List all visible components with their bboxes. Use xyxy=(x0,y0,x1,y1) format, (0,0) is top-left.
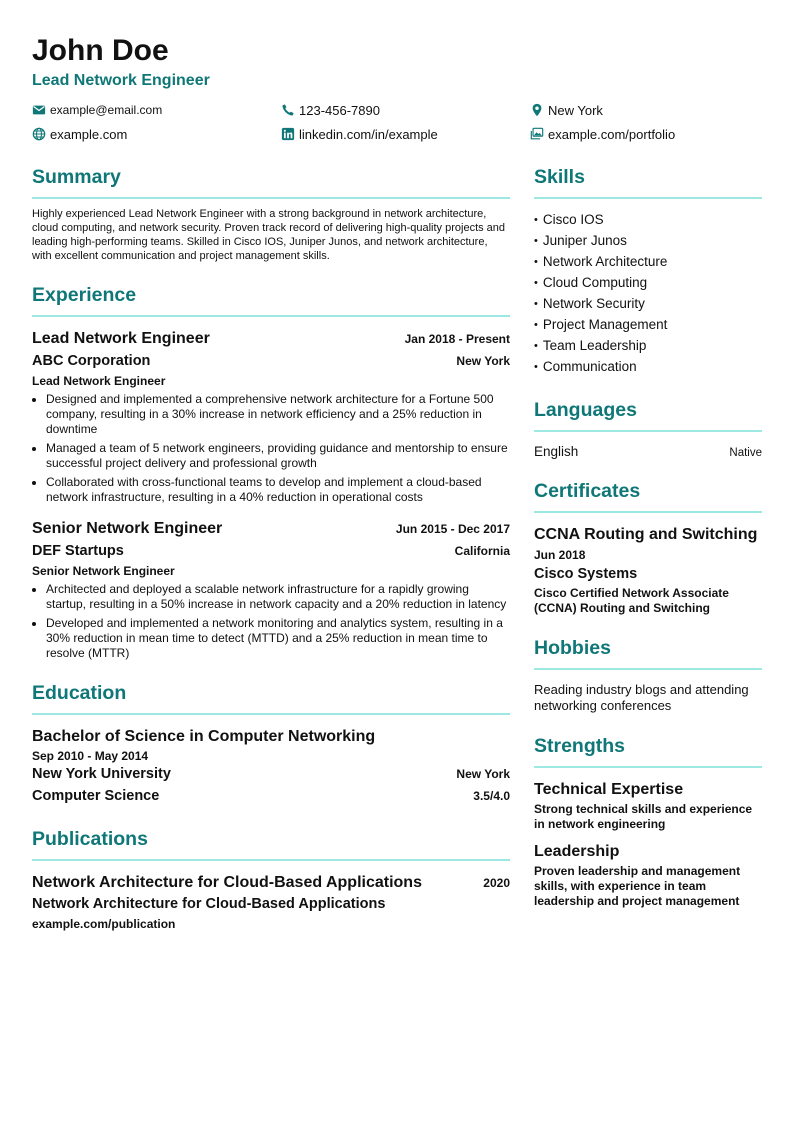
contact-phone[interactable] xyxy=(281,101,530,119)
certificate-name: CCNA Routing and Switching xyxy=(534,526,758,543)
globe-icon xyxy=(32,127,46,141)
section-divider xyxy=(534,766,762,768)
phone-icon xyxy=(281,103,295,117)
skills-heading: Skills xyxy=(534,166,585,188)
strength-name: Technical Expertise xyxy=(534,781,684,798)
strength-name: Leadership xyxy=(534,843,620,860)
contact-location-text: New York xyxy=(548,102,603,118)
contact-linkedin-text: linkedin.com/in/example xyxy=(299,126,438,142)
job-date: Jan 2018 - Present xyxy=(404,332,510,346)
certificates-section xyxy=(534,479,762,616)
job-bullets xyxy=(32,582,510,661)
experience-heading: Experience xyxy=(32,284,137,306)
education-date: Sep 2010 - May 2014 xyxy=(32,749,149,763)
job-company: DEF Startups xyxy=(32,543,124,559)
education-location: New York xyxy=(456,767,510,781)
contact-email[interactable] xyxy=(32,101,281,119)
section-divider xyxy=(32,713,510,715)
job-subtitle: Lead Network Engineer xyxy=(32,374,166,388)
skill-item: • Cisco IOS xyxy=(534,210,762,231)
job-bullet: • Architected and deployed a scalable network infrastructure for a rapidly growing startup, resulting in a 50% increase in network capacity and a 20% reduction in latency xyxy=(46,582,510,612)
skill-item: • Project Management xyxy=(534,315,762,336)
skill-item: • Communication xyxy=(534,357,762,378)
job-company: ABC Corporation xyxy=(32,353,151,369)
contact-linkedin[interactable] xyxy=(281,125,530,143)
contact-location xyxy=(530,101,762,119)
experience-item xyxy=(32,519,510,661)
certificate-date: Jun 2018 xyxy=(534,548,586,562)
language-name: English xyxy=(534,444,579,459)
contact-email-text: example@email.com xyxy=(50,103,163,117)
hobby-text: Reading industry blogs and attending networking conferences xyxy=(534,682,749,713)
education-section xyxy=(32,681,510,807)
job-bullet: • Collaborated with cross-functional teams to develop and implement a cloud-based network infrastructure, resulting in a 40% reduction in operational costs xyxy=(46,475,510,505)
job-bullet: • Developed and implemented a network monitoring and analytics system, resulting in a 30% reduction in mean time to detect (MTTD) and a 25% reduction in mean time to resolve (MTTR) xyxy=(46,616,510,661)
publication-url[interactable]: example.com/publication xyxy=(32,917,176,931)
strength-description: Proven leadership and management skills, with experience in team leadership and project management xyxy=(534,864,741,908)
education-gpa: 3.5/4.0 xyxy=(473,789,510,803)
hobbies-section xyxy=(534,636,762,714)
experience-item xyxy=(32,329,510,505)
publications-heading: Publications xyxy=(32,828,148,850)
skills-list xyxy=(534,210,762,378)
hobbies-heading: Hobbies xyxy=(534,637,611,659)
skill-item: • Cloud Computing xyxy=(534,273,762,294)
publications-section xyxy=(32,827,510,933)
job-position: Lead Network Engineer xyxy=(32,330,210,347)
section-divider xyxy=(534,197,762,199)
skills-section xyxy=(534,165,762,378)
certificate-description: Cisco Certified Network Associate (CCNA) Routing and Switching xyxy=(534,586,729,615)
summary-text: Highly experienced Lead Network Engineer with a strong background in network architecture, cloud computing, and network security. Proven track record of delivering high-quality projects and leading high-performing teams. Skilled in Cisco IOS, Juniper Junos, and network architecture, with excellent communication and project management skills. xyxy=(32,208,506,262)
section-divider xyxy=(32,315,510,317)
mail-icon xyxy=(32,103,46,117)
skill-item: • Juniper Junos xyxy=(534,231,762,252)
education-school: New York University xyxy=(32,766,171,782)
education-degree: Bachelor of Science in Computer Networking xyxy=(32,728,376,745)
skill-item: • Network Architecture xyxy=(534,252,762,273)
job-bullets xyxy=(32,392,510,505)
certificate-issuer: Cisco Systems xyxy=(534,566,638,582)
section-divider xyxy=(534,511,762,513)
publication-year: 2020 xyxy=(483,876,510,890)
strengths-section xyxy=(534,734,762,909)
strength-item xyxy=(534,780,762,832)
publication-name: Network Architecture for Cloud-Based Applications xyxy=(32,874,422,891)
education-field: Computer Science xyxy=(32,788,160,804)
experience-section xyxy=(32,283,510,661)
summary-heading: Summary xyxy=(32,166,121,188)
strength-item xyxy=(534,842,762,909)
map-pin-icon xyxy=(530,103,544,117)
strengths-heading: Strengths xyxy=(534,735,626,757)
section-divider xyxy=(32,859,510,861)
contact-phone-text: 123-456-7890 xyxy=(299,102,380,118)
contact-website[interactable] xyxy=(32,125,281,143)
image-icon xyxy=(530,127,544,141)
language-level: Native xyxy=(729,447,762,459)
section-divider xyxy=(32,197,510,199)
section-divider xyxy=(534,430,762,432)
job-bullet: • Designed and implemented a comprehensive network architecture for a Fortune 500 company, resulting in a 30% increase in network efficiency and a 25% reduction in downtime xyxy=(46,392,510,437)
publication-publisher: Network Architecture for Cloud-Based Applications xyxy=(32,896,386,912)
language-item xyxy=(534,444,762,459)
summary-section xyxy=(32,165,510,263)
section-divider xyxy=(534,668,762,670)
linkedin-icon xyxy=(281,127,295,141)
contact-website-text: example.com xyxy=(50,126,128,142)
job-bullet: • Managed a team of 5 network engineers, providing guidance and mentorship to ensure successful project delivery and professional growth xyxy=(46,441,510,471)
job-date: Jun 2015 - Dec 2017 xyxy=(395,522,510,536)
certificates-heading: Certificates xyxy=(534,480,641,502)
languages-heading: Languages xyxy=(534,399,637,421)
strength-description: Strong technical skills and experience in network engineering xyxy=(534,802,753,831)
job-position: Senior Network Engineer xyxy=(32,520,223,537)
skill-item: • Network Security xyxy=(534,294,762,315)
languages-section xyxy=(534,398,762,459)
contact-portfolio-text: example.com/portfolio xyxy=(548,126,676,142)
job-location: New York xyxy=(456,354,510,368)
job-subtitle: Senior Network Engineer xyxy=(32,564,175,578)
job-location: California xyxy=(454,544,510,558)
candidate-name: John Doe xyxy=(32,34,169,67)
main-column xyxy=(32,165,510,953)
candidate-headline: Lead Network Engineer xyxy=(32,72,210,89)
skill-item: • Team Leadership xyxy=(534,336,762,357)
resume-body xyxy=(32,165,762,953)
side-column xyxy=(534,165,762,953)
contact-info xyxy=(32,101,762,143)
contact-portfolio[interactable] xyxy=(530,125,762,143)
education-heading: Education xyxy=(32,682,127,704)
